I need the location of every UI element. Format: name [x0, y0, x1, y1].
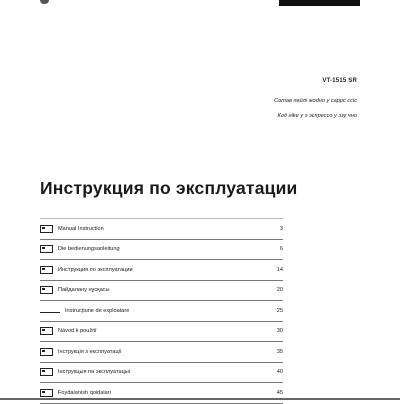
toc-item-page: 25 [276, 307, 283, 314]
toc-item[interactable] [40, 322, 283, 343]
toc-item[interactable] [40, 260, 283, 281]
toc-item-page: 20 [276, 287, 283, 294]
toc-item-label: Инструкция по эксплуатации [58, 266, 133, 273]
cz-flag-icon [40, 327, 53, 335]
de-flag-icon [40, 245, 53, 253]
toc-item-page: 6 [279, 246, 283, 253]
by-flag-icon [40, 368, 53, 376]
toc-item-label: Die bedienungsanleitung [58, 246, 120, 253]
toc-item[interactable] [40, 240, 283, 261]
ro-flag-icon [40, 309, 60, 313]
toc-item-label: Instrucțiune de exploatare [65, 307, 130, 314]
toc-item[interactable] [40, 342, 283, 363]
toc-item-page: 14 [276, 266, 283, 273]
page-title: Инструкция по эксплуатации [40, 178, 298, 198]
toc-item[interactable] [40, 281, 283, 302]
toc-item[interactable] [40, 363, 283, 384]
table-of-contents [40, 218, 283, 404]
toc-item-label: Інструкція з експлуатації [58, 348, 122, 355]
toc-item-label: Manual Instruction [58, 225, 104, 232]
uz-flag-icon [40, 389, 53, 397]
toc-item-label: Пайдалану нұсқасы [58, 287, 110, 294]
gb-flag-icon [40, 225, 53, 233]
toc-item-label: Інструкцыя па эксплуатацыі [58, 369, 131, 376]
toc-item-label: Návod k použití [58, 328, 97, 335]
kz-flag-icon [40, 286, 53, 294]
toc-item-page: 3 [279, 225, 283, 232]
product-subtitle-1: Сотав пайлі жоdно у саррс ссіс [274, 98, 357, 104]
toc-item-page: 30 [276, 328, 283, 335]
product-subtitle-2: Код ніkе у э эспрессо у эзу чно [277, 113, 357, 119]
brand-logo-mark [40, 0, 49, 4]
toc-item-page: 40 [276, 369, 283, 376]
toc-item-label: Foydalanish qoidalari [58, 389, 111, 396]
ua-flag-icon [40, 348, 53, 356]
toc-item[interactable] [40, 218, 283, 240]
ru-flag-icon [40, 266, 53, 274]
model-number: VT-1515 SR [322, 78, 357, 84]
toc-item[interactable] [40, 383, 283, 404]
toc-item-page: 35 [276, 348, 283, 355]
top-brand-bar [279, 0, 360, 6]
toc-item[interactable] [40, 301, 283, 322]
toc-item-page: 45 [276, 389, 283, 396]
